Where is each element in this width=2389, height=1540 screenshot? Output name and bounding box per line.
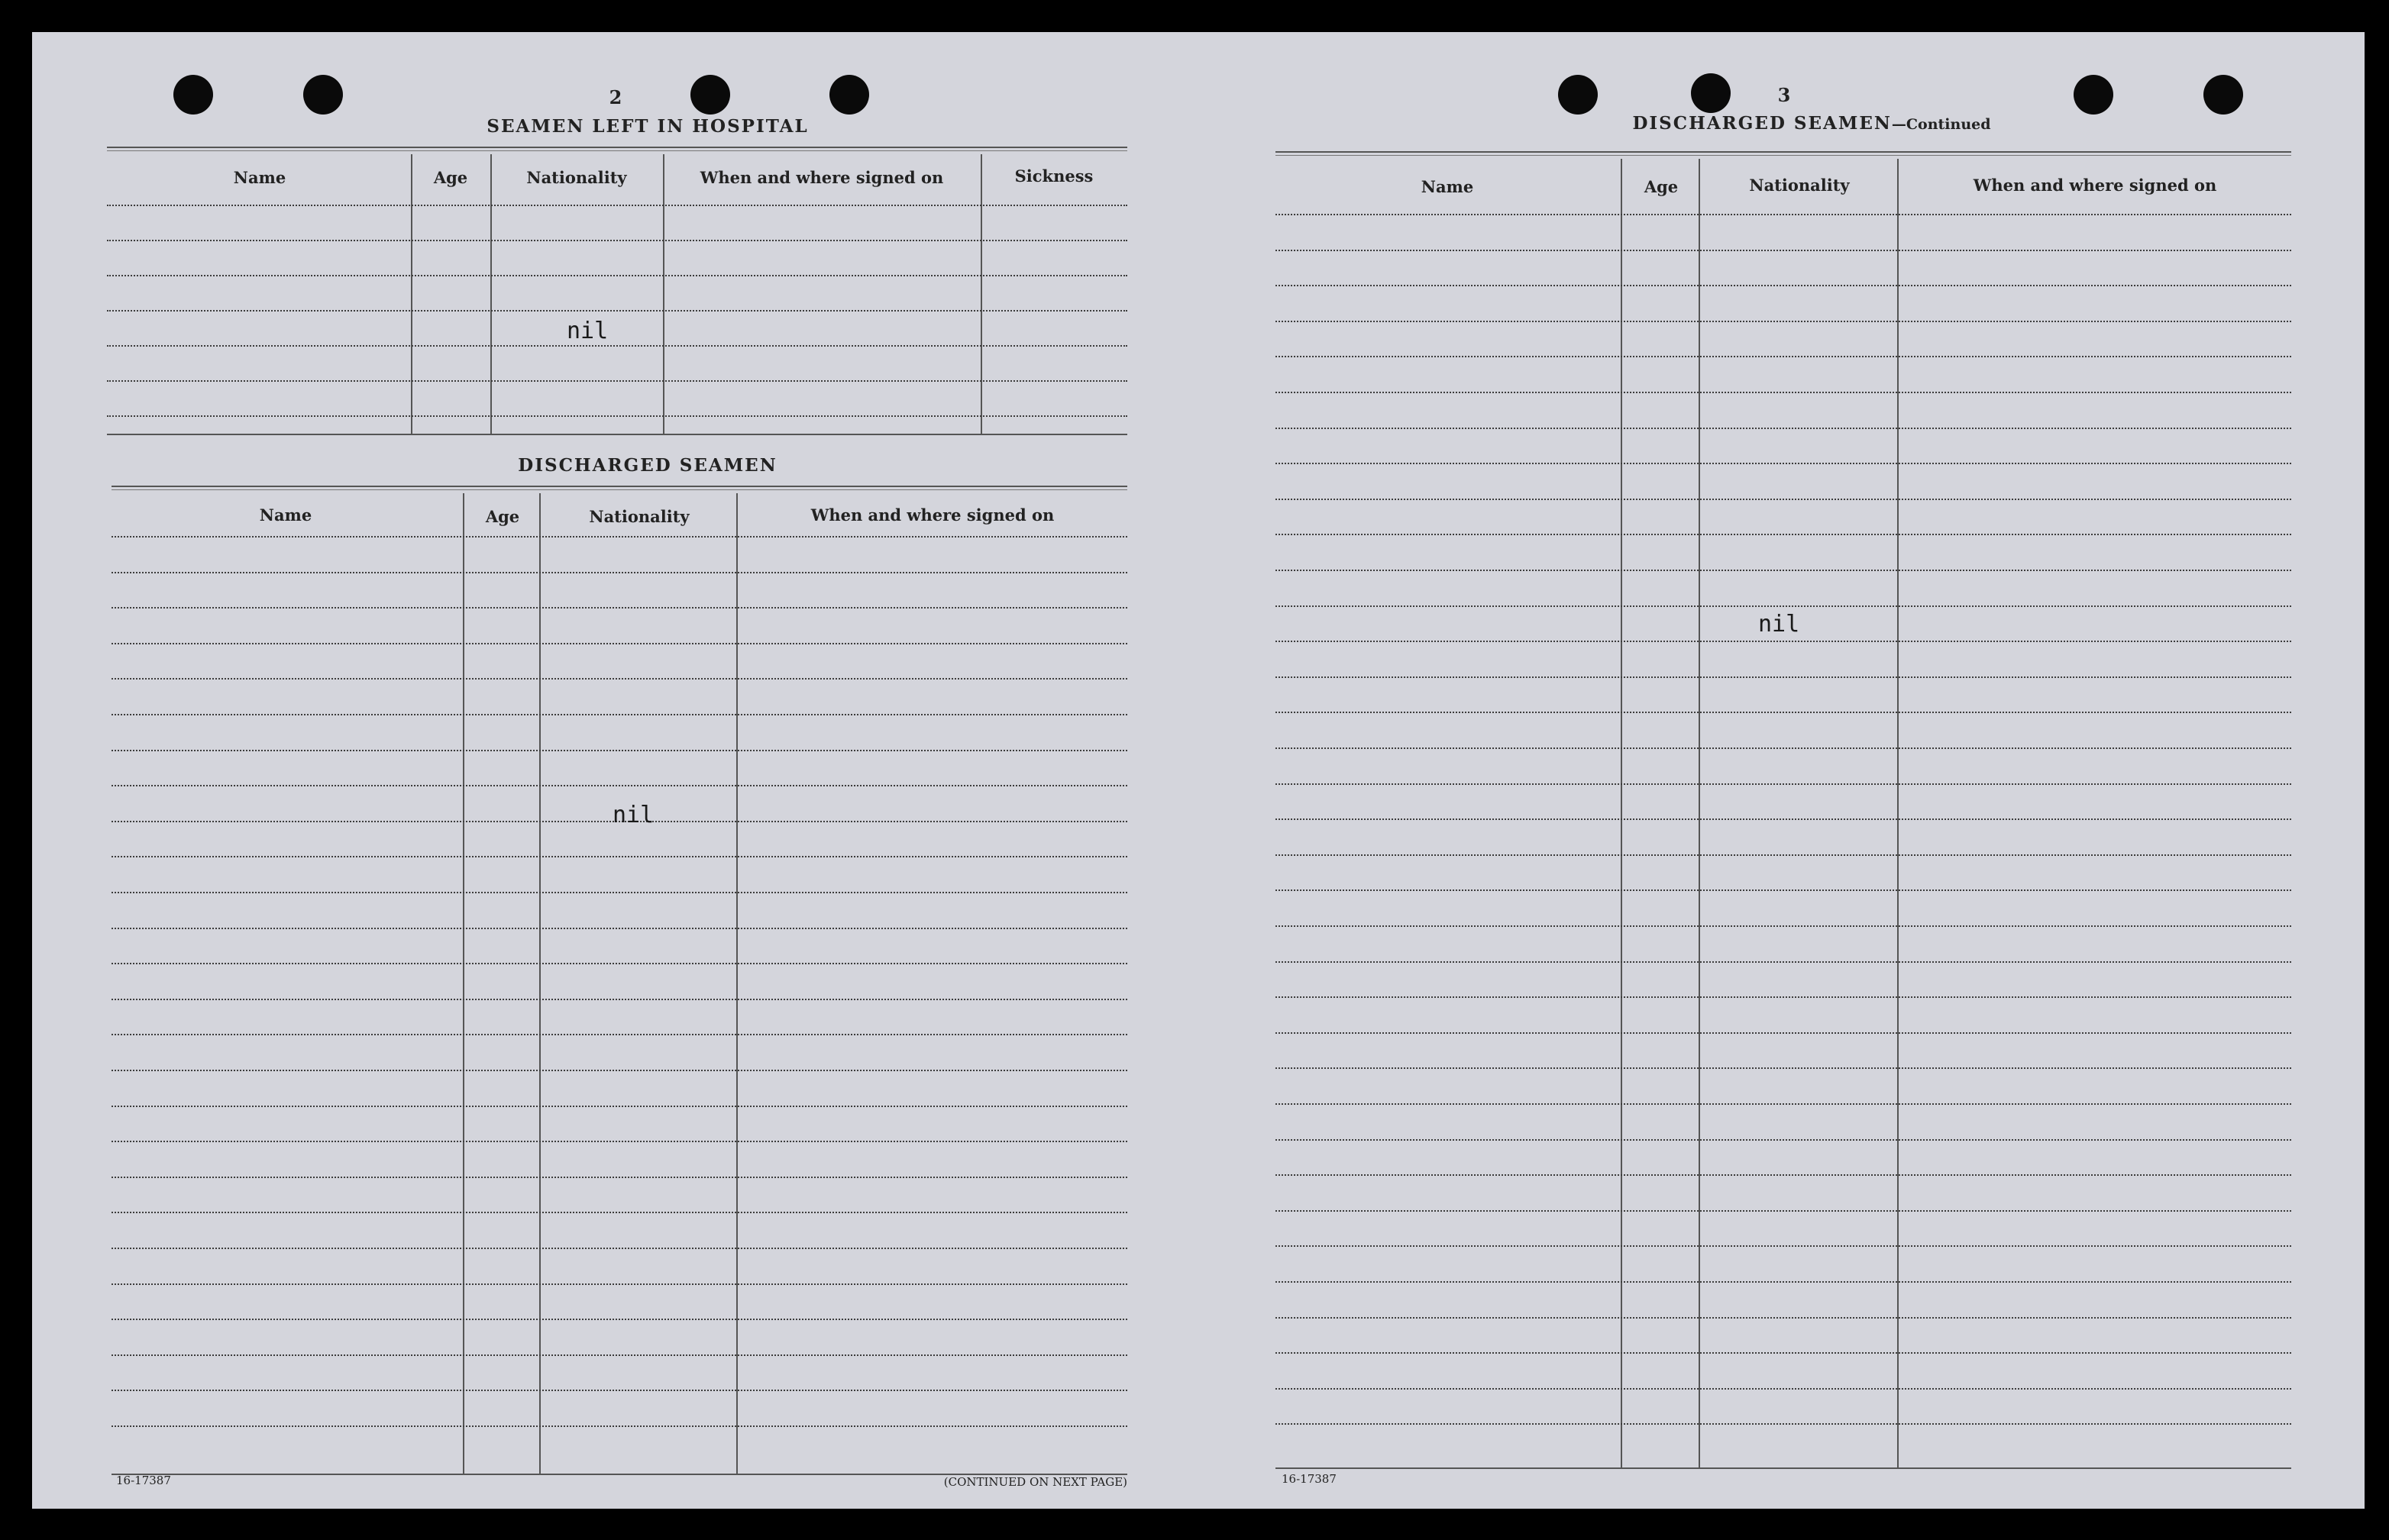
typed-entry-nil: nil [1758, 611, 1800, 638]
table-top-rule [1275, 151, 2291, 156]
row-line [1275, 463, 2291, 464]
column-header-signed-on: When and where signed on [700, 168, 944, 187]
row-line [1275, 712, 2291, 713]
row-line [112, 999, 1127, 1000]
form-number: 16-17387 [1282, 1472, 1337, 1486]
row-line [112, 607, 1127, 609]
continued-note: (CONTINUED ON NEXT PAGE) [943, 1475, 1127, 1489]
row-line [112, 928, 1127, 929]
column-divider [1621, 159, 1622, 1467]
column-header-nationality: Nationality [1749, 176, 1850, 195]
row-line [1275, 392, 2291, 393]
table-bottom-rule [1275, 1467, 2291, 1469]
row-line [1275, 1174, 2291, 1176]
row-line [107, 415, 1127, 417]
row-line [1275, 889, 2291, 891]
punch-hole [303, 75, 343, 115]
column-divider [1897, 159, 1899, 1467]
section-title-hospital: SEAMEN LEFT IN HOSPITAL [487, 116, 809, 137]
typed-entry-nil: nil [613, 802, 655, 828]
page-number: 3 [1777, 84, 1791, 106]
row-line [1275, 961, 2291, 963]
table-bottom-rule [107, 434, 1127, 435]
form-sheet [32, 32, 2365, 1509]
row-line [1275, 356, 2291, 357]
column-divider [490, 154, 492, 434]
row-line [112, 1319, 1127, 1320]
row-line [1275, 747, 2291, 749]
row-line [1275, 534, 2291, 535]
column-header-name: Name [233, 168, 286, 187]
row-line [1275, 321, 2291, 322]
table-top-rule [112, 486, 1127, 490]
row-line [112, 1141, 1127, 1142]
row-line [1275, 1139, 2291, 1141]
row-line [1275, 499, 2291, 500]
row-line [112, 572, 1127, 573]
punch-hole [1558, 75, 1598, 115]
punch-hole [2203, 75, 2243, 115]
row-line [1275, 570, 2291, 571]
row-line [1275, 1067, 2291, 1069]
section-title-discharged-continued [1613, 113, 2010, 134]
column-divider [663, 154, 664, 434]
column-header-age: Age [1644, 177, 1679, 196]
column-divider [463, 493, 464, 1474]
row-line [112, 963, 1127, 964]
typed-entry-nil: nil [567, 318, 609, 344]
row-line [112, 1034, 1127, 1035]
row-line [112, 1283, 1127, 1285]
row-line [107, 240, 1127, 241]
row-line [1275, 1210, 2291, 1212]
column-divider [1699, 159, 1700, 1467]
row-line [1275, 214, 2291, 215]
row-line [1275, 1423, 2291, 1425]
column-divider [736, 493, 738, 1474]
column-header-age: Age [485, 507, 520, 526]
row-line [1275, 925, 2291, 927]
row-line [1275, 1388, 2291, 1390]
row-line [1275, 428, 2291, 429]
row-line [1275, 1103, 2291, 1105]
column-divider [539, 493, 541, 1474]
row-line [1275, 1317, 2291, 1319]
row-line [112, 678, 1127, 680]
row-line [112, 1354, 1127, 1356]
row-line [112, 1425, 1127, 1427]
row-line [1275, 285, 2291, 286]
row-line [112, 856, 1127, 857]
row-line [1275, 250, 2291, 251]
row-line [112, 1177, 1127, 1178]
row-line [1275, 641, 2291, 642]
form-number: 16-17387 [116, 1474, 171, 1487]
section-title-suffix: —Continued [1891, 116, 1991, 133]
row-line [112, 1248, 1127, 1249]
punch-hole [829, 75, 869, 115]
section-title-text: DISCHARGED SEAMEN [1632, 113, 1892, 134]
row-line [1275, 1352, 2291, 1354]
row-line [1275, 1281, 2291, 1283]
row-line [112, 1070, 1127, 1071]
row-line [112, 750, 1127, 751]
row-line [107, 380, 1127, 382]
row-line [107, 275, 1127, 276]
page-fold [1217, 32, 1222, 1509]
page-number: 2 [609, 86, 622, 108]
column-header-signed-on: When and where signed on [810, 505, 1055, 525]
row-line [1275, 676, 2291, 678]
row-line [1275, 854, 2291, 856]
row-line [107, 205, 1127, 206]
column-header-signed-on: When and where signed on [1973, 176, 2217, 195]
row-line [112, 1106, 1127, 1107]
row-line [107, 310, 1127, 312]
row-line [112, 536, 1127, 538]
column-divider [981, 154, 982, 434]
row-line [112, 1390, 1127, 1391]
row-line [112, 1212, 1127, 1213]
punch-hole [2074, 75, 2113, 115]
punch-hole [690, 75, 730, 115]
column-header-name: Name [1421, 177, 1474, 196]
column-header-nationality: Nationality [526, 168, 627, 187]
row-line [1275, 1245, 2291, 1247]
row-line [112, 892, 1127, 893]
row-line [1275, 605, 2291, 607]
section-title-discharged: DISCHARGED SEAMEN [518, 455, 777, 476]
punch-hole [1691, 73, 1731, 113]
table-top-rule [107, 147, 1127, 151]
row-line [1275, 818, 2291, 820]
column-divider [411, 154, 412, 434]
column-header-nationality: Nationality [589, 507, 690, 526]
row-line [1275, 996, 2291, 998]
column-header-sickness: Sickness [1014, 166, 1094, 186]
punch-hole [173, 75, 213, 115]
column-header-name: Name [259, 505, 312, 525]
row-line [1275, 1032, 2291, 1034]
row-line [112, 785, 1127, 786]
row-line [112, 714, 1127, 715]
column-header-age: Age [433, 168, 468, 187]
row-line [1275, 783, 2291, 785]
row-line [107, 345, 1127, 347]
row-line [112, 643, 1127, 644]
